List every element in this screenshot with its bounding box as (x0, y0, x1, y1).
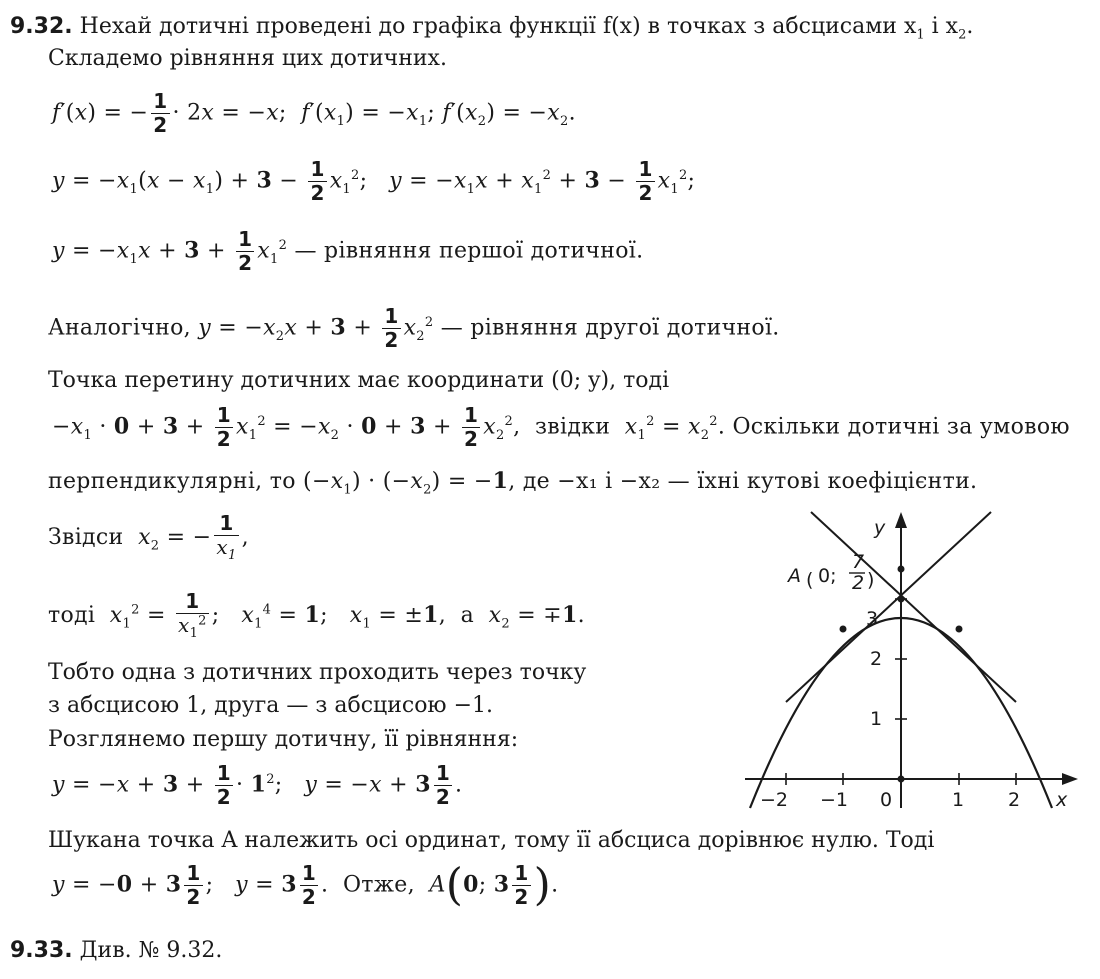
then-word: тоді (48, 602, 96, 628)
perpendicular-line: перпендикулярні, то $(-x_1) \cdot (-x_2) = -1$, де −x₁ і −x₂ — їхні кутові коефіцієнти. (48, 468, 978, 498)
pass-text-1: Тобто одна з дотичних проходить через точку (48, 660, 587, 685)
derivative-formula: f′(x) = − $\frac{1}{2}$ · 2x = −x; $f'(x_1) = -x_1$; $f'(x_2) = -x_2$. (52, 89, 576, 137)
parabola-tangents-graph (740, 508, 1080, 814)
x-tick-label: 1 (952, 789, 965, 811)
point-text: Шукана точка A належить осі ординат, тому її абсциса дорівнює нулю. Тоді (48, 828, 935, 853)
first-tangent-equation: y = −x + 3 + $\frac{1}{2}$ · $1^2$; y = −x + 3 $\frac{1}{2}$ . (52, 761, 463, 809)
second-tangent-label: — рівняння другої дотичної. (440, 315, 780, 341)
problem-932-intro-line: 9.32. Нехай дотичні проведені до графіка функції f(x) в точках з абсцисами $x_1$ і $x_2$. (10, 14, 974, 43)
y-axis-label: y (874, 517, 886, 539)
point-a-label: A (788, 565, 801, 587)
x-tick-label: 0 (880, 789, 893, 811)
perp-text: перпендикулярні, то (48, 469, 296, 494)
consider-text: Розглянемо першу дотичну, її рівняння: (48, 727, 519, 752)
whence-word: звідки (535, 414, 611, 440)
since-text: Оскільки дотичні за умовою (732, 414, 1070, 440)
equality-line: $-x_1 \cdot 0 + 3$ + $\frac{1}{2}$ $x_1^2 = -x_2 \cdot 0 + 3$ + $\frac{1}{2}$ $x_2^2$, звідки $x_1^2 = x_2^2$. Оскільки дотичні за умовою (52, 403, 1070, 451)
origin-point (898, 776, 905, 783)
point-a-marker (898, 566, 905, 573)
x-axis-arrow (1062, 773, 1078, 785)
y-axis-arrow (895, 512, 907, 528)
problem-933-number: 9.33. (10, 938, 73, 963)
and-word: а (460, 602, 475, 628)
point-a-frac-num: 7 (852, 551, 865, 573)
first-tangent-line: $y = -x_1x + 3$ + $\frac{1}{2}$ $x_1^2$ — рівняння першої дотичної. (52, 227, 644, 275)
y-tick-label: 3 (866, 608, 879, 630)
problem-933-line (10, 938, 222, 963)
point-a-paren-open: ( (806, 569, 814, 591)
tangent-line-right (811, 512, 1016, 702)
tangent-line-left (786, 512, 991, 702)
x-axis-label: x (1056, 789, 1068, 811)
pass-text-2: з абсцисою 1, друга — з абсцисою −1. (48, 693, 494, 718)
intro-text: Нехай дотичні проведені до графіка функції f(x) в точках з абсцисами x (79, 14, 917, 39)
analog-word: Аналогічно, (48, 315, 191, 341)
x-tick-label: 2 (1008, 789, 1021, 811)
therefore-word: Отже, (342, 872, 415, 898)
point-a-coords: 0; (818, 565, 837, 587)
slopes-text: де −x₁ і −x₂ — їхні кутові коефіцієнти. (522, 469, 978, 494)
first-tangent-label: — рівняння першої дотичної. (294, 238, 644, 264)
second-tangent-line: Аналогічно, $y = -x_2x + 3$ + $\frac{1}{2}$ $x_2^2$ — рівняння другої дотичної. (48, 304, 780, 352)
tangent-point-left (840, 626, 847, 633)
x-tick-label: −1 (820, 789, 849, 811)
tangent-derivation-formula: $y = -x_1(x - x_1) + 3$ − $\frac{1}{2}$ $x_1^2$; $y = -x_1x + x_1^2 + 3$ − $\frac{1}{2}$ $x_1^2$; (52, 157, 696, 205)
point-a-paren-close: ) (867, 569, 875, 591)
problem-933-text: Див. № 9.32. (79, 938, 223, 963)
parabola-vertex-point (898, 596, 905, 603)
then-line: тоді $x_1^2$ = $\frac{1}{x_1^2}$ ; $x_1^4 = 1$; $x_1 = \pm 1$, а $x_2 = \mp 1$. (48, 589, 585, 641)
hence-line: Звідси $x_2$ = − $\frac{1}{x_1}$ , (48, 511, 249, 563)
tangent-point-right (956, 626, 963, 633)
y-tick-label: 1 (870, 708, 883, 730)
y-tick-label: 2 (870, 648, 883, 670)
final-answer-line: y = −0 + 3 $\frac{1}{2}$ ; y = 3 $\frac{1}{2}$ . Отже, A(0; 3 $\frac{1}{2}$ ). (52, 859, 559, 911)
intersection-text: Точка перетину дотичних має координати (0; y), тоді (48, 368, 670, 393)
x-tick-label: −2 (760, 789, 789, 811)
intro-line-2: Складемо рівняння цих дотичних. (48, 46, 447, 71)
problem-number: 9.32. (10, 14, 73, 39)
intro-text-end: і x (931, 14, 959, 39)
point-a-frac-den: 2 (852, 572, 865, 594)
hence-word: Звідси (48, 524, 124, 550)
